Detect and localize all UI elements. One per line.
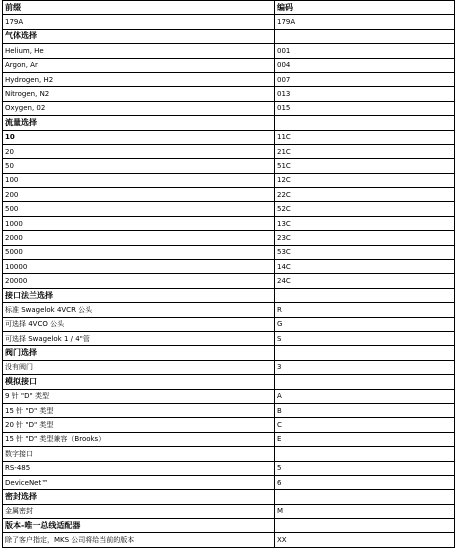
table-row <box>3 216 455 230</box>
table-row <box>3 331 455 345</box>
option-code: A <box>275 389 455 403</box>
table-row <box>3 130 455 144</box>
option-code: XX <box>275 533 455 547</box>
table-row <box>3 144 455 158</box>
section-header-row <box>3 346 455 360</box>
option-label: 179A <box>3 15 275 29</box>
option-label: 500 <box>3 202 275 216</box>
option-label: 5000 <box>3 245 275 259</box>
option-label: 2000 <box>3 231 275 245</box>
option-code: S <box>275 331 455 345</box>
option-code: 22C <box>275 188 455 202</box>
option-code: M <box>275 504 455 518</box>
table-row <box>3 418 455 432</box>
option-label: 20 针 "D" 类型 <box>3 418 275 432</box>
option-label: Hydrogen, H2 <box>3 72 275 86</box>
option-code: 5 <box>275 461 455 475</box>
option-code: 3 <box>275 360 455 374</box>
option-label: Argon, Ar <box>3 58 275 72</box>
option-label: 可选择 4VCO 公头 <box>3 317 275 331</box>
option-code: B <box>275 403 455 417</box>
option-label: 没有阀门 <box>3 360 275 374</box>
option-label: Helium, He <box>3 44 275 58</box>
option-code: G <box>275 317 455 331</box>
option-label: 可选择 Swagelok 1 / 4"管 <box>3 331 275 345</box>
section-title: 接口法兰选择 <box>3 288 275 302</box>
option-code: 21C <box>275 144 455 158</box>
option-code <box>275 346 455 360</box>
document-page <box>2 0 454 548</box>
option-label: 9 针 "D" 类型 <box>3 389 275 403</box>
option-code: 12C <box>275 173 455 187</box>
table-row <box>3 317 455 331</box>
table-row <box>3 15 455 29</box>
option-label: 100 <box>3 173 275 187</box>
option-code <box>275 29 455 43</box>
option-label: 200 <box>3 188 275 202</box>
option-label: 金属密封 <box>3 504 275 518</box>
option-code: R <box>275 303 455 317</box>
header-code: 编码 <box>275 1 455 15</box>
section-header-row <box>3 288 455 302</box>
table-row <box>3 72 455 86</box>
option-code: 015 <box>275 101 455 115</box>
option-label: Nitrogen, N2 <box>3 87 275 101</box>
table-row <box>3 188 455 202</box>
table-row <box>3 447 455 461</box>
table-row <box>3 101 455 115</box>
option-label: RS-485 <box>3 461 275 475</box>
table-header-row <box>3 1 455 15</box>
option-label: DeviceNet™ <box>3 475 275 489</box>
table-row <box>3 403 455 417</box>
option-code <box>275 116 455 130</box>
option-code <box>275 519 455 533</box>
table-row <box>3 461 455 475</box>
option-code: 52C <box>275 202 455 216</box>
option-code: 013 <box>275 87 455 101</box>
table-row <box>3 389 455 403</box>
option-label: 1000 <box>3 216 275 230</box>
option-code: 53C <box>275 245 455 259</box>
option-code: 51C <box>275 159 455 173</box>
table-row <box>3 159 455 173</box>
option-code: 001 <box>275 44 455 58</box>
option-code <box>275 447 455 461</box>
option-code <box>275 375 455 389</box>
section-header-row <box>3 490 455 504</box>
table-row <box>3 173 455 187</box>
section-title: 气体选择 <box>3 29 275 43</box>
table-row <box>3 533 455 547</box>
option-label: 20000 <box>3 274 275 288</box>
option-label: 数字接口 <box>3 447 275 461</box>
table-row <box>3 303 455 317</box>
option-code: 13C <box>275 216 455 230</box>
option-code: 007 <box>275 72 455 86</box>
option-label: 20 <box>3 144 275 158</box>
table-row <box>3 44 455 58</box>
option-label: 10000 <box>3 260 275 274</box>
section-title: 模拟接口 <box>3 375 275 389</box>
option-label: 15 针 "D" 类型 <box>3 403 275 417</box>
option-code <box>275 490 455 504</box>
header-prefix: 前缀 <box>3 1 275 15</box>
option-code: 6 <box>275 475 455 489</box>
section-header-row <box>3 116 455 130</box>
option-code: E <box>275 432 455 446</box>
table-row <box>3 274 455 288</box>
table-row <box>3 260 455 274</box>
section-header-row <box>3 519 455 533</box>
option-label: 10 <box>3 130 275 144</box>
table-row <box>3 87 455 101</box>
option-code: C <box>275 418 455 432</box>
section-header-row <box>3 29 455 43</box>
section-title: 流量选择 <box>3 116 275 130</box>
section-title: 版本-唯一总线适配器 <box>3 519 275 533</box>
option-label: Oxygen, 02 <box>3 101 275 115</box>
option-code: 14C <box>275 260 455 274</box>
product-code-table <box>2 0 455 548</box>
table-row <box>3 58 455 72</box>
table-row <box>3 475 455 489</box>
option-label: 15 针 "D" 类型兼容（Brooks） <box>3 432 275 446</box>
table-row <box>3 231 455 245</box>
option-label: 标准 Swagelok 4VCR 公头 <box>3 303 275 317</box>
table-row <box>3 432 455 446</box>
option-code: 23C <box>275 231 455 245</box>
option-label: 除了客户指定，MKS 公司将给当前的版本 <box>3 533 275 547</box>
option-code: 24C <box>275 274 455 288</box>
table-row <box>3 360 455 374</box>
option-code: 179A <box>275 15 455 29</box>
table-row <box>3 504 455 518</box>
table-row <box>3 245 455 259</box>
option-code: 11C <box>275 130 455 144</box>
section-title: 阀门选择 <box>3 346 275 360</box>
option-code: 004 <box>275 58 455 72</box>
option-label: 50 <box>3 159 275 173</box>
section-title: 密封选择 <box>3 490 275 504</box>
table-row <box>3 202 455 216</box>
section-header-row <box>3 375 455 389</box>
option-code <box>275 288 455 302</box>
